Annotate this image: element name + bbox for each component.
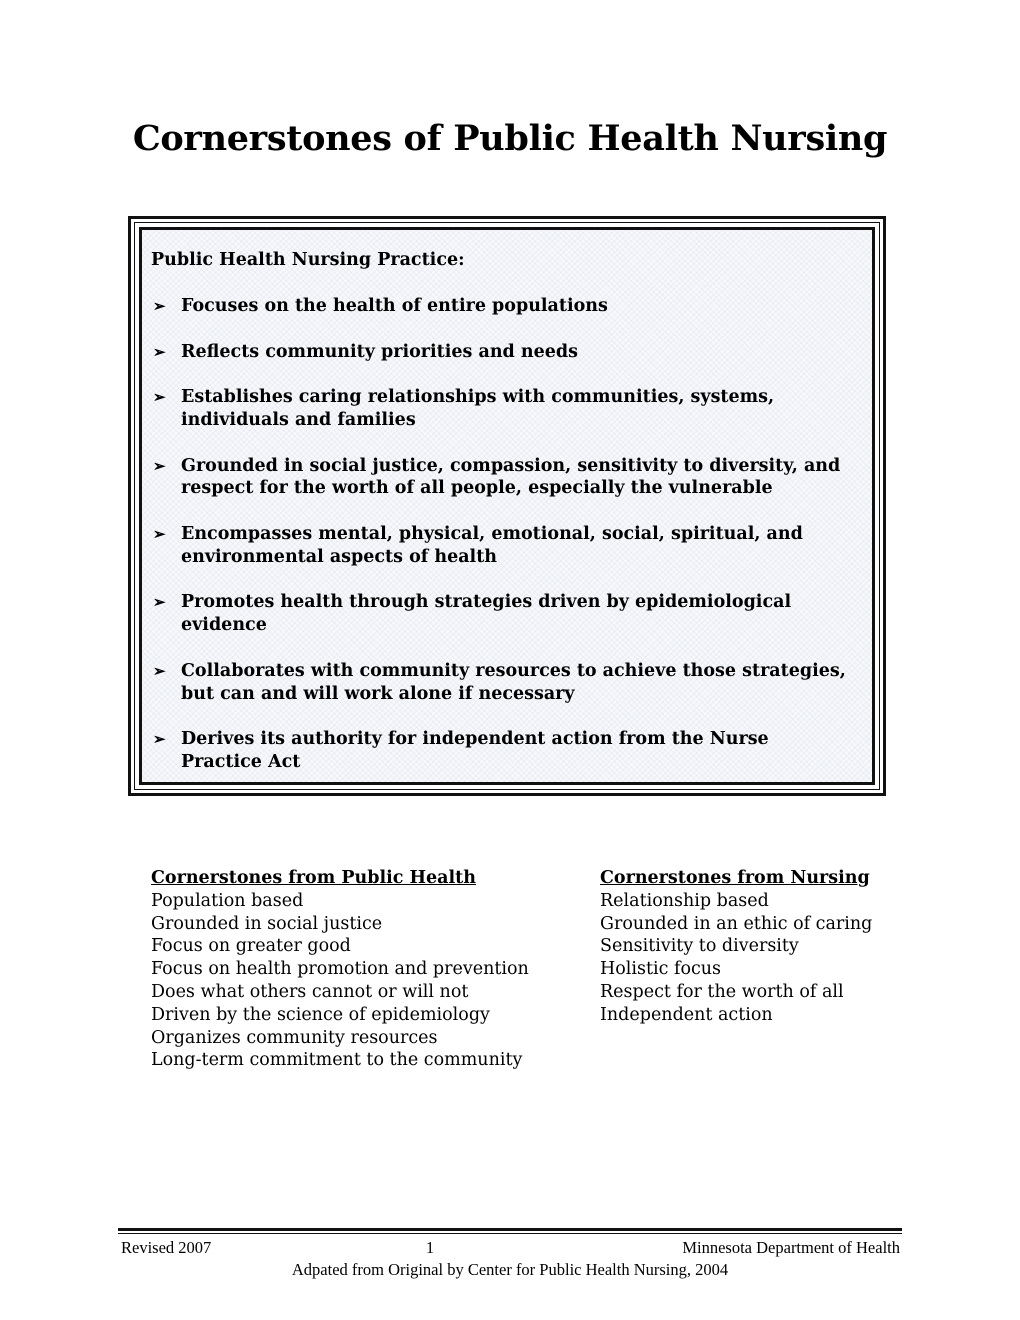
practice-item [151,591,851,637]
practice-item-text: Grounded in social justice, compassion, sensitivity to diversity, and respect for the worth of all people, especially the vulnerable [181,455,841,499]
footer-divider [118,1228,902,1231]
nursing-item: Respect for the worth of all [600,981,844,1002]
footer-attribution: Adpated from Original by Center for Public Health Nursing, 2004 [291,1260,729,1279]
nursing-item: Sensitivity to diversity [600,936,799,957]
nursing-item: Relationship based [600,890,769,911]
footer-revised: Revised 2007 [121,1238,212,1257]
practice-item [151,386,851,432]
practice-list [151,295,851,797]
public-health-column [151,867,529,1072]
practice-item-text: Promotes health through strategies driven by epidemiological evidence [181,592,792,636]
footer-divider-thin [118,1233,902,1234]
public-health-item: Focus on health promotion and prevention [151,959,529,980]
practice-item [151,455,851,501]
public-health-item: Long-term commitment to the community [151,1050,523,1071]
footer-page-number: 1 [425,1238,435,1257]
public-health-item: Driven by the science of epidemiology [151,1004,490,1025]
public-health-item: Focus on greater good [151,936,351,957]
practice-item [151,523,851,569]
practice-item-text: Establishes caring relationships with communities, systems, individuals and families [181,387,775,430]
arrow-bullet-icon: ➢ [153,730,166,749]
page-title: Cornerstones of Public Health Nursing [132,118,888,159]
public-health-item: Organizes community resources [151,1027,438,1048]
nursing-item: Holistic focus [600,959,722,980]
practice-item-text: Encompasses mental, physical, emotional, social, spiritual, and environmental aspects of health [181,523,803,567]
footer-organization: Minnesota Department of Health [682,1238,900,1257]
public-health-item: Grounded in social justice [151,913,383,934]
arrow-bullet-icon: ➢ [153,456,166,475]
arrow-bullet-icon: ➢ [153,593,166,612]
practice-heading: Public Health Nursing Practice: [151,250,465,270]
practice-item-text: Collaborates with community resources to achieve those strategies, but can and will work alone if necessary [181,660,846,704]
arrow-bullet-icon: ➢ [153,342,166,361]
nursing-column [600,867,872,1027]
practice-item-text: Reflects community priorities and needs [181,341,578,362]
practice-item [151,660,851,706]
nursing-item: Independent action [600,1004,773,1025]
practice-item [151,728,851,774]
practice-item [151,341,851,364]
practice-item-text: Derives its authority for independent action from the Nurse Practice Act [181,729,769,772]
arrow-bullet-icon: ➢ [153,297,166,315]
nursing-item: Grounded in an ethic of caring [600,913,873,934]
arrow-bullet-icon: ➢ [153,661,166,680]
public-health-item: Does what others cannot or will not [151,981,469,1002]
practice-item [151,295,851,318]
arrow-bullet-icon: ➢ [153,524,166,543]
nursing-heading: Cornerstones from Nursing [600,868,870,888]
practice-item-text: Focuses on the health of entire populations [181,296,608,316]
public-health-heading: Cornerstones from Public Health [151,868,476,888]
arrow-bullet-icon: ➢ [153,388,166,407]
public-health-item: Population based [151,890,304,911]
